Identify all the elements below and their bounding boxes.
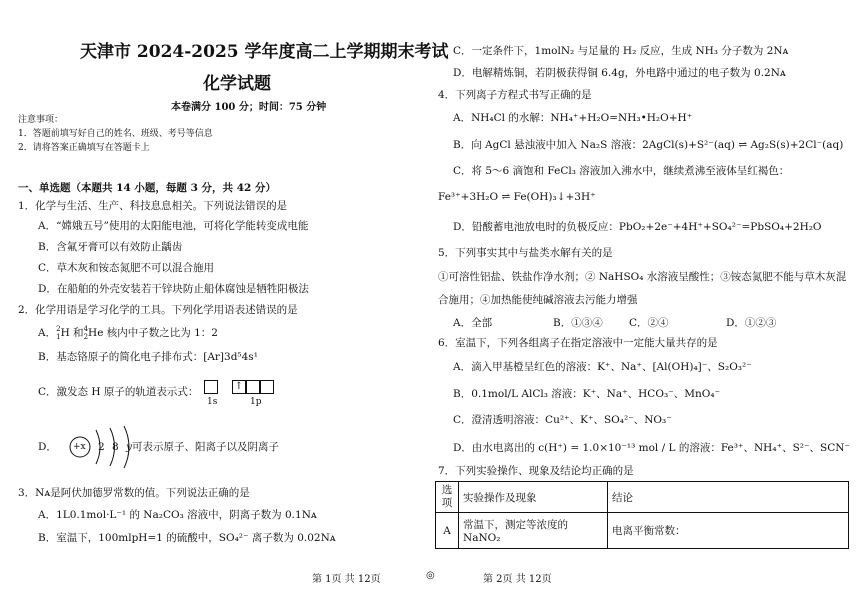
q1-option-c: C．草木灰和铵态氮肥不可以混合施用 [38,262,215,274]
orbital-box-1p-1: ↑ [232,380,246,394]
orbital-box-1p-2 [246,380,260,394]
q5-option-d: D．①②③ [726,317,777,329]
q1-option-d: D．在船舶的外壳安装若干锌块防止船体腐蚀是牺牲阳极法 [38,283,309,295]
section-heading: 一、单选题（本题共 14 小题，每题 3 分，共 42 分） [18,182,276,194]
q2-option-d-prefix: D． [38,441,57,453]
table-header-operation: 实验操作及现象 [459,482,608,513]
q6-option-b: B．0.1mol/L AlCl₃ 溶液：K⁺、Na⁺、HCO₃⁻、MnO₄⁻ [453,388,721,400]
q5-statement-1: ①可溶性铝盐、铁盐作净水剂；② NaHSO₄ 水溶液呈酸性；③铵态氮肥不能与草木灰混 [438,271,847,283]
table-row [436,513,849,549]
q2-option-c: C．激发态 H 原子的轨道表示式： [38,386,199,398]
table-header-conclusion: 结论 [608,482,849,513]
q6-option-d: D．由水电离出的 c(H⁺) = 1.0×10⁻¹³ mol / L 的溶液：Fe³⁺、NH₄⁺、S²⁻、SCN⁻ [453,442,850,454]
atom-shell-3: y [126,441,132,453]
q2-option-d-text: 可表示原子、阳离子以及阴离子 [132,441,279,453]
q2-stem: 2．化学用语是学习化学的工具。下列化学用语表述错误的是 [18,304,298,316]
q5-option-c: C．②④ [629,317,669,329]
q7-stem: 7．下列实验操作、现象及结论均正确的是 [438,465,634,477]
q6-option-c: C．澄清透明溶液：Cu²⁺、K⁺、SO₄²⁻、NO₃⁻ [453,414,672,426]
page-number-left: 第 1页 共 12页 [312,574,381,585]
q4-stem: 4．下列离子方程式书写正确的是 [438,89,592,101]
orbital-label-1s: 1s [207,397,218,407]
page-number-right: 第 2页 共 12页 [483,574,552,585]
q2-a-text: H 和 [60,327,84,339]
q3-stem: 3．Nᴀ是阿伏加德罗常数的值。下列说法正确的是 [18,487,250,499]
q3-option-d: D．电解精炼铜，若阴极获得铜 6.4g，外电路中通过的电子数为 0.2Nᴀ [453,67,786,79]
table-cell-option: A [436,513,459,549]
exam-meta: 本卷满分 100 分；时间：75 分钟 [171,102,327,113]
q4-option-c: C．将 5～6 滴饱和 FeCl₃ 溶液加入沸水中，继续煮沸至液体呈红褐色： [453,165,790,177]
exam-subtitle-chemistry: 化学试题 [203,74,271,94]
q2-b-formula: [Ar]3d⁵4s¹ [203,351,258,363]
q3-option-c: C．一定条件下，1molN₂ 与足量的 H₂ 反应，生成 NH₃ 分子数为 2Nᴀ [453,45,789,57]
table-cell-operation: 常温下，测定等浓度的 NaNO₂ [459,513,608,549]
q3-option-b: B．室温下，100mlpH=1 的硫酸中，SO₄²⁻ 离子数为 0.02Nᴀ [38,532,336,544]
q1-stem: 1．化学与生活、生产、科技息息相关。下列说法错误的是 [18,200,288,212]
q2-b-prefix: B．基态铬原子的简化电子排布式： [38,351,204,363]
note-1: 1．答题前填写好自己的姓名、班级、考号等信息 [18,129,213,139]
notes-heading: 注意事项： [18,115,64,125]
q4-option-d: D．铅酸蓄电池放电时的负极反应：PbO₂+2e⁻+4H⁺+SO₄²⁻=PbSO₄+2H₂O [453,221,822,233]
q5-statement-2: 合施用；④加热能使纯碱溶液去污能力增强 [438,294,638,306]
q4-option-a: A．NH₄Cl 的水解：NH₄⁺+H₂O=NH₃•H₂O+H⁺ [453,112,693,124]
orbital-box-1p-3 [260,380,274,394]
exam-title: 天津市 2024-2025 学年度高二上学期期末考试 [80,42,449,62]
q4-option-b: B．向 AgCl 悬浊液中加入 Na₂S 溶液：2AgCl(s)+S²⁻(aq) ⇌ Ag₂S(s)+2Cl⁻(aq) [453,139,844,151]
q5-option-a: A．全部 [453,317,493,329]
orbital-box-1s [204,380,218,394]
q6-option-a: A．滴入甲基橙呈红色的溶液：K⁺、Na⁺、[Al(OH)₄]⁻、S₂O₃²⁻ [453,361,752,373]
q5-option-b: B．①③④ [553,317,603,329]
q2-option-b [38,350,258,364]
atom-nucleus-label: +x [73,442,86,452]
q1-option-b: B．含氟牙膏可以有效防止龋齿 [38,241,183,253]
orbital-label-1p: 1p [250,397,262,407]
q2-a-prefix: A． [38,327,57,339]
q7-table [435,481,849,549]
q2-option-a: A．2 1H 和4 2He 核内中子数之比为 1：2 [38,325,218,341]
table-cell-conclusion: 电离平衡常数： [608,513,849,549]
atom-shell-2: 8 [112,441,119,453]
atom-shell-1: 2 [98,441,105,453]
q4-option-c-equation: Fe³⁺+3H₂O ⇌ Fe(OH)₃↓+3H⁺ [438,191,596,203]
q2-a-text2: He 核内中子数之比为 1：2 [88,327,218,339]
q5-stem: 5．下列事实其中与盐类水解有关的是 [438,247,613,259]
q3-option-a: A．1L0.1mol·L⁻¹ 的 Na₂CO₃ 溶液中，阴离子数为 0.1Nᴀ [38,509,317,521]
note-2: 2．请将答案正确填写在答题卡上 [18,143,150,153]
q6-stem: 6．室温下，下列各组离子在指定溶液中一定能大量共存的是 [438,337,718,349]
q1-option-a: A．“嫦娥五号”使用的太阳能电池，可将化学能转变成电能 [38,220,309,232]
page-separator-icon: ◎ [426,570,435,581]
table-header-option: 选 项 [436,482,459,513]
table-header-row [436,482,849,513]
